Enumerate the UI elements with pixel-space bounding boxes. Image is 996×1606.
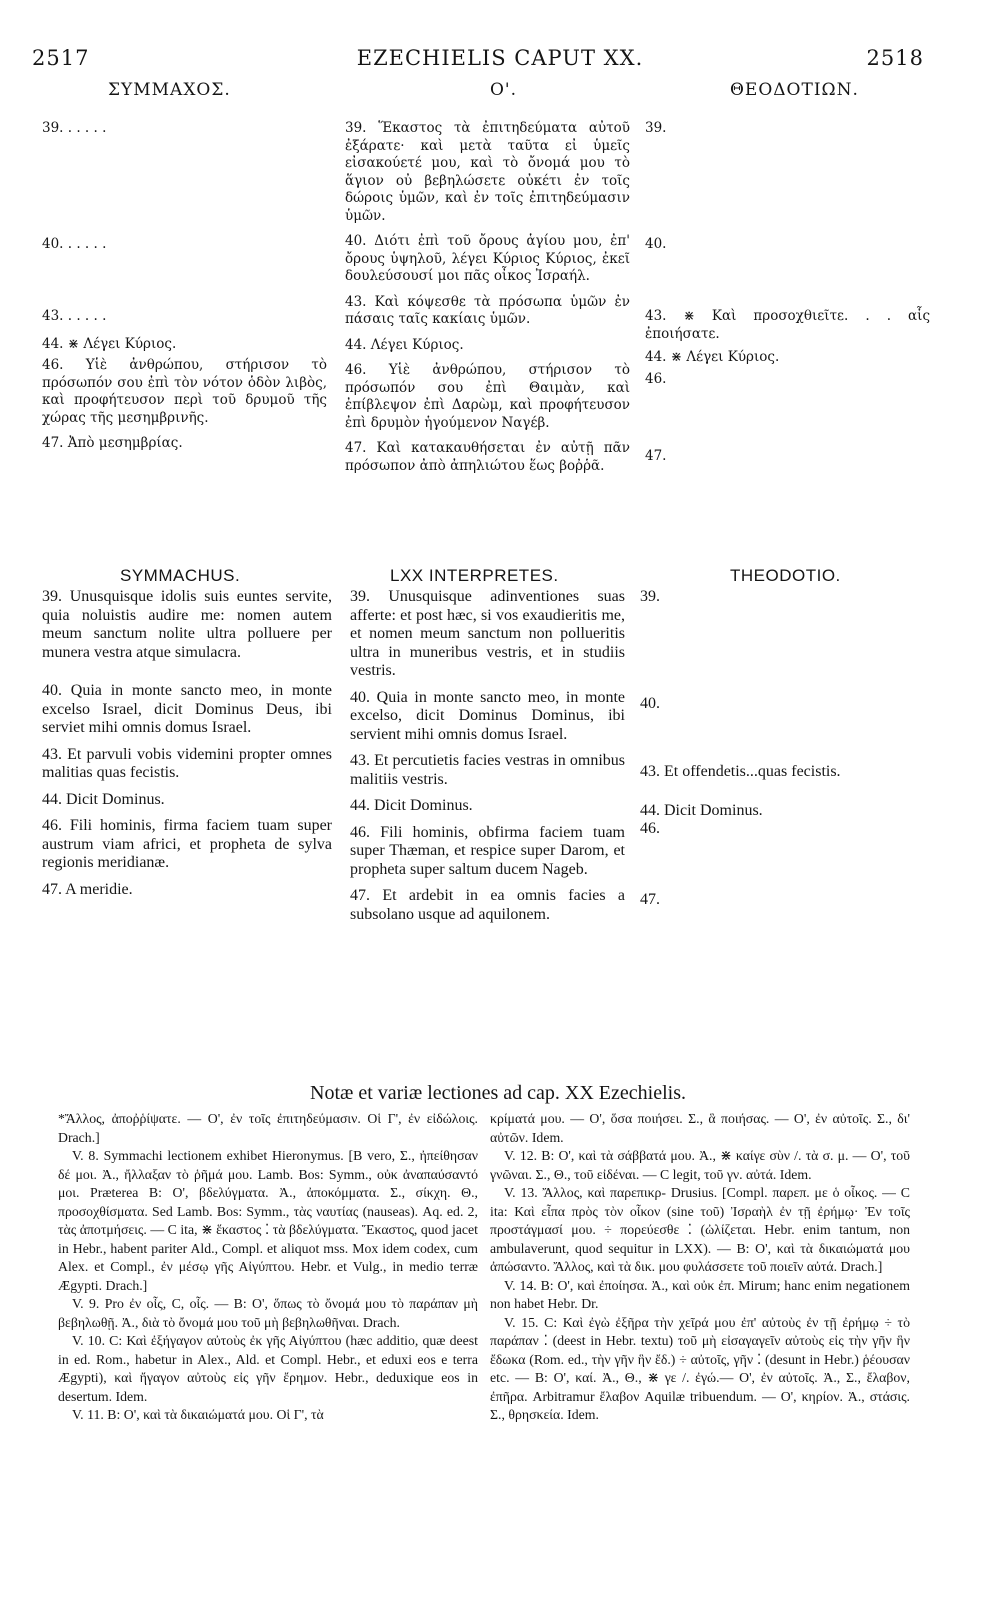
- verse-44: 44. Dicit Dominus.: [350, 797, 473, 814]
- notes-title: Notæ et variæ lectiones ad cap. XX Ezechielis.: [310, 1082, 686, 1104]
- verse-44: 44. Dicit Dominus.: [42, 790, 165, 808]
- note-paragraph: V. 14. B: O', καὶ ἐποίησα. Ἀ., καὶ οὐκ ἐπ. Mirum; hanc enim negationem non habet Hebr. Dr.: [490, 1277, 910, 1311]
- verse-47: 47. Ἀπὸ μεσημβρίας.: [42, 435, 183, 451]
- latin-header-lxx: LXX INTERPRETES.: [390, 566, 559, 585]
- verse-43: 43. Et offendetis...quas fecistis.: [640, 763, 841, 780]
- page-number-left: 2517: [32, 46, 90, 70]
- note-paragraph: V. 10. C: Καὶ ἐξήγαγον αὐτοὺς ἐκ γῆς Αἰγύπτου (hæc additio, quæ deest in ed. Rom., habetur in Alex., Ald. et Compl. Hebr., et eduxi eos e terra Ægypti), καὶ ἤγαγον αὐτοὺς εἰς γῆν ἔρημον. Hebr., deduxique eos in desertum. Idem.: [58, 1333, 478, 1404]
- verse-39: 39. . . . . .: [42, 120, 107, 136]
- verse-44: 44. ⋇ Λέγει Κύριος.: [645, 349, 780, 365]
- verse-46: 46. Fili hominis, firma faciem tuam super austrum viam africi, et propheta de sylva regionis meridianæ.: [42, 817, 332, 871]
- latin-column-lxx: [350, 588, 625, 932]
- verse-46: 46. Fili hominis, obfirma faciem tuam super Thæman, et respice super Darom, et propheta super saltum ducem Nageb.: [350, 823, 625, 878]
- running-title: EZECHIELIS CAPUT XX.: [356, 46, 644, 70]
- verse-40: 40. . . . . .: [42, 235, 107, 252]
- note-paragraph: κρίματά μου. — O', ὅσα ποιήσει. Σ., ἃ ποιήσας. — O', ἐν αὐτοῖς. Σ., δι' αὐτῶν. Idem.: [490, 1111, 910, 1145]
- note-paragraph: V. 8. Symmachi lectionem exhibet Hieronymus. [B vero, Σ., ἠπείθησαν δέ μοι. Ἀ., ἤλλαξαν τὸ ῥῆμά μου. Lamb. Bos: Symm., οὐκ ἀναπαύσαντό μοι. Præterea B: O', βδελύγματα. Ἀ., ἀποκόμματα. Σ., σίκχη. Θ., προσοχθίσματα. Sed Lamb. Bos: Symm., τὰς ναυτίας (nauseas). Aq. ed. 2, τὰς ἀποτμήσεις. — C ita, ⋇ ἕκαστος ⁚ τὰ βδελύγματα. Ἕκαστος, quod jacet in Hebr., habent pariter Ald., Compl. et aliquot mss. Mox idem codex, cum Alex. et Compl., ἐν μέσῳ γῆς Αἰγύπτου. Hebr. et Vulg., in medio terræ Ægypti. Drach.]: [58, 1148, 478, 1293]
- verse-46: 46.: [645, 370, 667, 387]
- note-paragraph: V. 13. Ἄλλος, καὶ παρεπικρ- Drusius. [Compl. παρεπ. με ὁ οἶκος. — C ita: Καὶ εἶπα πρὸς τὸν οἶκον (sine τοῦ) Ἰσραὴλ ἐν τῇ ἐρήμῳ· Ἐν τοῖς προστάγμασί μου. ÷ πορεύεσθε ⁚ (ὠλίζεται. Hebr. enim tantum, non ambulaverunt, quod sequitur in LXX). — B: O', καὶ τὰ δικαιώματά μου ἀπώσαντο. Ἄλλος, καὶ τὰ δικ. μου φυλάσσετε τοῦ ποιεῖν αὐτά. Drach.]: [490, 1185, 910, 1274]
- verse-44: 44. Λέγει Κύριος.: [345, 336, 464, 353]
- greek-column-symmachus: [42, 120, 327, 461]
- verse-40: 40.: [640, 694, 660, 712]
- greek-header-lxx: Ο'.: [490, 80, 518, 100]
- verse-47: 47. Καὶ κατακαυθήσεται ἐν αὐτῇ πᾶν πρόσωπον ἀπὸ ἀπηλιώτου ἕως βοῤῥᾶ.: [345, 440, 630, 474]
- greek-column-theodotion: [645, 120, 930, 474]
- latin-header-theodotio: THEODOTIO.: [730, 566, 841, 585]
- verse-40: 40.: [645, 235, 667, 252]
- verse-43: 43. Et percutietis facies vestras in omnibus malitiis vestris.: [350, 752, 625, 788]
- verse-40: 40. Quia in monte sancto meo, in monte excelso Israel, dicit Dominus Deus, ibi serviet mihi omnis domus Israel.: [42, 682, 332, 736]
- verse-47: 47.: [640, 890, 660, 908]
- note-paragraph: V. 12. B: O', καὶ τὰ σάββατά μου. Ἀ., ⋇ καίγε σὺν /. τὰ σ. μ. — O', τοῦ γνῶναι. Σ., Θ., τοῦ εἰδέναι. — C legit, τοῦ γν. αὐτά. Idem.: [490, 1148, 910, 1182]
- note-paragraph: *Ἄλλος, ἀποῤῥίψατε. — O', ἐν τοῖς ἐπιτηδεύμασιν. Οἱ Γ', ἐν εἰδώλοις. Drach.]: [58, 1111, 478, 1145]
- verse-46: 46.: [640, 820, 660, 837]
- verse-47: 47.: [645, 448, 667, 464]
- verse-46: 46. Υἱὲ ἀνθρώπου, στήρισον τὸ πρόσωπόν σου ἐπὶ Θαιμὰν, καὶ ἐπίβλεψον ἐπὶ Δαρὼμ, καὶ προφήτευσον ἐπὶ δρυμὸν ἡγούμενον Ναγέβ.: [345, 362, 630, 431]
- verse-47: 47. Et ardebit in ea omnis facies a subsolano usque ad aquilonem.: [350, 887, 625, 923]
- verse-44: 44. ⋇ Λέγει Κύριος.: [42, 335, 177, 352]
- notes-column-right: [490, 1110, 910, 1425]
- verse-46: 46. Υἱὲ ἀνθρώπου, στήρισον τὸ πρόσωπόν σου ἐπὶ τὸν νότον ὁδὸν λιβὸς, καὶ προφήτευσον περὶ τοῦ δρυμοῦ τῆς χώρας τῆς μεσημβρινῆς.: [42, 357, 327, 426]
- verse-43: 43. Καὶ κόψεσθε τὰ πρόσωπα ὑμῶν ἐν πάσαις ταῖς κακίαις ὑμῶν.: [345, 293, 630, 327]
- page-number-right: 2518: [866, 46, 924, 70]
- verse-39: 39. Unusquisque idolis suis euntes servite, quia noluistis audire me: nomen autem meum sanctum nolite ultra polluere per munera vestra atque simulacra.: [42, 588, 332, 661]
- verse-39: 39.: [640, 588, 660, 605]
- verse-39: 39. Ἕκαστος τὰ ἐπιτηδεύματα αὐτοῦ ἐξάρατε· καὶ μετὰ ταῦτα εἰ ὑμεῖς εἰσακούετέ μου, καὶ τὸ ὄνομά μου τὸ ἅγιον οὐ βεβηλώσετε οὐκέτι ἐν τοῖς δώροις ὑμῶν, καὶ ἐν τοῖς ἐπιτηδεύμασιν ὑμῶν.: [345, 120, 630, 224]
- latin-column-symmachus: [42, 588, 332, 907]
- verse-40: 40. Quia in monte sancto meo, in monte excelso, dicit Dominus Dominus, ibi servient mihi omnis domus Israel.: [350, 688, 625, 743]
- verse-44: 44. Dicit Dominus.: [640, 801, 763, 819]
- note-paragraph: V. 9. Pro ἐν οἷς, C, οἷς. — B: O', ὅπως τὸ ὄνομά μου τὸ παράπαν μὴ βεβηλωθῇ. Ἀ., διὰ τὸ ὄνομά μου τοῦ μὴ βεβηλωθῆναι. Drach.: [58, 1296, 478, 1330]
- note-paragraph: V. 11. B: O', καὶ τὰ δικαιώματά μου. Οἱ Γ', τὰ: [72, 1407, 324, 1422]
- latin-column-theodotio: [640, 588, 930, 917]
- greek-header-symmachus: ΣΥΜΜΑΧΟΣ.: [108, 80, 231, 100]
- verse-43: 43. ⋇ Καὶ προσοχθιεῖτε. . . αἷς ἐποιήσατε.: [645, 308, 930, 342]
- verse-39: 39. Unusquisque adinventiones suas afferte: et post hæc, si vos exaudieritis me, et nomen meum sanctum non pollueritis ultra in muneribus vestris, et in studiis vestris.: [350, 588, 625, 679]
- verse-47: 47. A meridie.: [42, 880, 133, 898]
- verse-40: 40. Διότι ἐπὶ τοῦ ὄρους ἁγίου μου, ἐπ' ὄρους ὑψηλοῦ, λέγει Κύριος Κύριος, ἐκεῖ δουλεύσουσί μοι πᾶς οἶκος Ἰσραήλ.: [345, 233, 630, 284]
- note-paragraph: V. 15. C: Καὶ ἐγὼ ἐξῆρα τὴν χεῖρά μου ἐπ' αὐτοὺς ἐν τῇ ἐρήμῳ ÷ τὸ παράπαν ⁚ (deest in Hebr. textu) τοῦ μὴ εἰσαγαγεῖν αὐτοὺς εἰς τὴν γῆν ἣν ἔδωκα (Rom. ed., τὴν γῆν ἣν ἔδ.) ÷ αὐτοῖς, γῆν ⁚ (desunt in Hebr.) ῥέουσαν etc. — B: O', καί. Ἀ., Θ., ⋇ γε /. ἐγώ.— O', ἐν αὐτοῖς. Ἀ., Σ., ἔλαβον, ἐπῆρα. Arbitramur ἔλαβον Aquilæ tribuendum. — O', κηρίον. Ἀ., στάσις. Σ., θρησκεία. Idem.: [490, 1314, 910, 1422]
- verse-43: 43. Et parvuli vobis videmini propter omnes malitias quas fecistis.: [42, 745, 332, 781]
- verse-43: 43. . . . . .: [42, 308, 107, 324]
- greek-column-lxx: [345, 120, 630, 483]
- notes-column-left: [58, 1110, 478, 1425]
- latin-header-symmachus: SYMMACHUS.: [120, 566, 241, 585]
- verse-39: 39.: [645, 120, 667, 136]
- greek-header-theodotion: ΘΕΟΔΟΤΙΩΝ.: [730, 80, 859, 100]
